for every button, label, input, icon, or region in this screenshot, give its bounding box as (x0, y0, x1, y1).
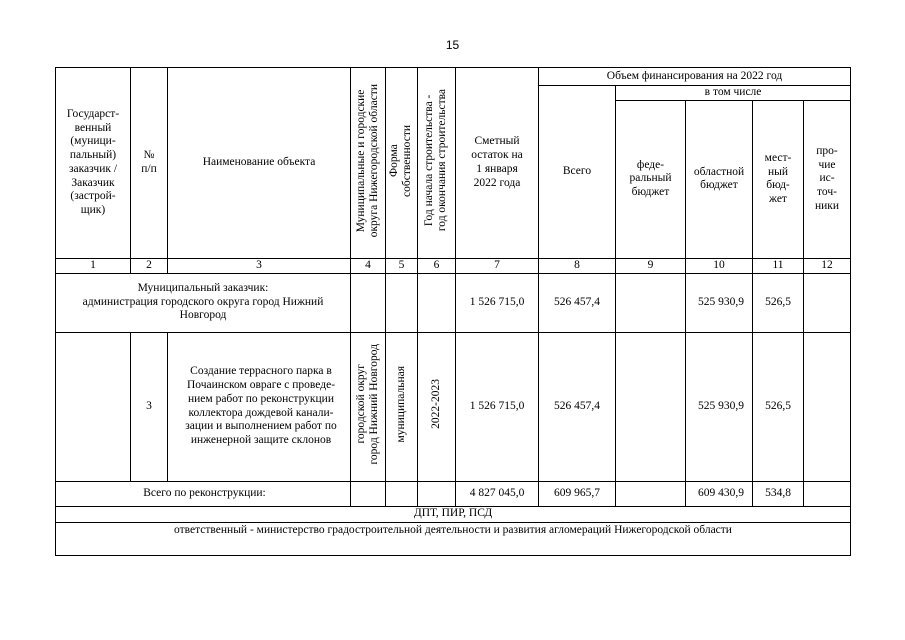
total-other (804, 481, 851, 506)
financing-table (55, 67, 851, 556)
page-number: 15 (445, 38, 460, 52)
column-number: 11 (753, 258, 804, 273)
header-total: Всего (539, 86, 616, 259)
header-number: № п/п (131, 68, 168, 259)
object-number: 3 (131, 332, 168, 481)
responsible-ministry: ответственный - министерство градостроительной деятельности и развития агломераций Нижегородской области (56, 522, 851, 555)
column-number: 12 (804, 258, 851, 273)
customer-other (804, 273, 851, 332)
section-title: ДПТ, ПИР, ПСД (56, 506, 851, 522)
column-number: 7 (456, 258, 539, 273)
header-object-name: Наименование объекта (168, 68, 351, 259)
total-remaining: 4 827 045,0 (456, 481, 539, 506)
header-customer: Государст- венный (муници- пальный) заказчик / Заказчик (застрой- щик) (56, 68, 131, 259)
customer-remaining: 1 526 715,0 (456, 273, 539, 332)
customer-federal (616, 273, 686, 332)
column-number: 8 (539, 258, 616, 273)
object-remaining: 1 526 715,0 (456, 332, 539, 481)
object-total: 526 457,4 (539, 332, 616, 481)
object-other (804, 332, 851, 481)
column-number: 4 (351, 258, 386, 273)
header-other: про- чие ис- точ- ники (804, 100, 851, 258)
column-number: 6 (418, 258, 456, 273)
header-local: мест- ный бюд- жет (753, 100, 804, 258)
header-including: в том числе (616, 86, 851, 101)
column-number: 2 (131, 258, 168, 273)
customer-years-cell (418, 273, 456, 332)
object-years: 2022-2023 (418, 332, 456, 481)
customer-total: 526 457,4 (539, 273, 616, 332)
object-ownership: муниципальная (386, 332, 418, 481)
total-regional: 609 430,9 (686, 481, 753, 506)
total-years-cell (418, 481, 456, 506)
total-total: 609 965,7 (539, 481, 616, 506)
object-regional: 525 930,9 (686, 332, 753, 481)
customer-local: 526,5 (753, 273, 804, 332)
object-customer-cell (56, 332, 131, 481)
object-name: Создание террасного парка в Почаинском овраге с проведе- нием работ по реконструкции коллектора дождевой канали- зации и выполнением работ по инженерной защите склонов (168, 332, 351, 481)
total-local: 534,8 (753, 481, 804, 506)
header-ownership: Форма собственности (386, 68, 418, 259)
customer-label: Муниципальный заказчик: администрация городского округа город Нижний Новгород (56, 273, 351, 332)
header-remaining-estimate: Сметный остаток на 1 января 2022 года (456, 68, 539, 259)
total-municipality-cell (351, 481, 386, 506)
customer-regional: 525 930,9 (686, 273, 753, 332)
object-federal (616, 332, 686, 481)
total-label: Всего по реконструкции: (56, 481, 351, 506)
customer-row (56, 273, 851, 332)
customer-ownership-cell (386, 273, 418, 332)
header-years: Год начала строительства - год окончания строительства (418, 68, 456, 259)
header-federal: феде- ральный бюджет (616, 100, 686, 258)
column-number: 5 (386, 258, 418, 273)
column-number: 3 (168, 258, 351, 273)
header-municipality: Муниципальные и городские округа Нижегородской области (351, 68, 386, 259)
column-number: 10 (686, 258, 753, 273)
column-number: 9 (616, 258, 686, 273)
column-number: 1 (56, 258, 131, 273)
customer-municipality-cell (351, 273, 386, 332)
total-federal (616, 481, 686, 506)
object-local: 526,5 (753, 332, 804, 481)
header-regional: областной бюджет (686, 100, 753, 258)
object-municipality: городской округ город Нижний Новгород (351, 332, 386, 481)
total-row (56, 481, 851, 506)
object-row (56, 332, 851, 481)
total-ownership-cell (386, 481, 418, 506)
header-financing-group: Объем финансирования на 2022 год (539, 68, 851, 86)
